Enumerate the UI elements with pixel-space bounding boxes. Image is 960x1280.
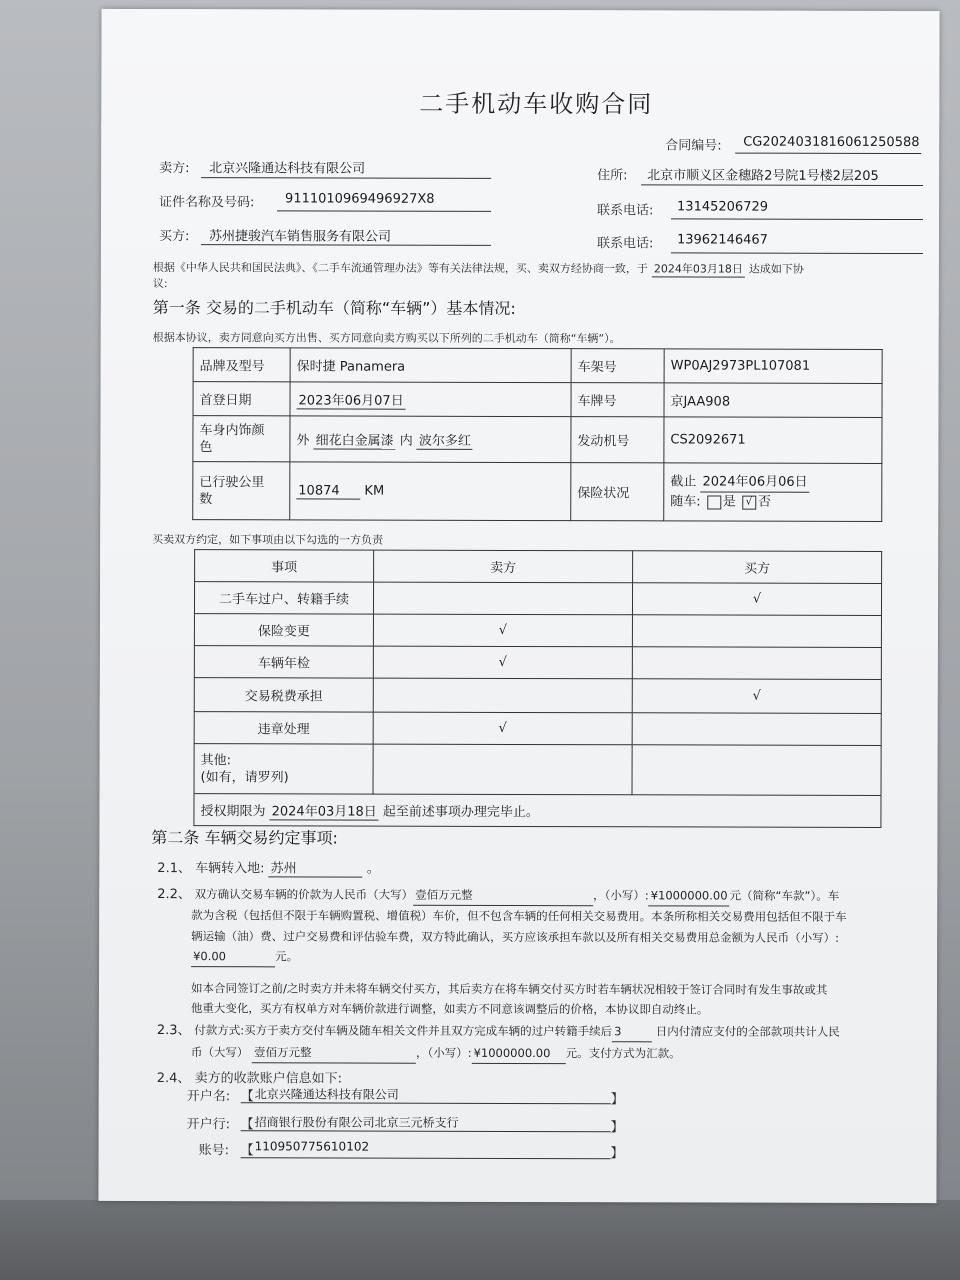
account-name-value: 北京兴隆通达科技有限公司 bbox=[254, 1087, 399, 1102]
no-label: 否 bbox=[757, 494, 771, 510]
duty-item: 二手车过户、转籍手续 bbox=[194, 582, 373, 614]
price-upper: 壹佰万元整 bbox=[413, 886, 593, 906]
clause-2-2-line1: 2.2、 双方确认交易车辆的价款为人民币（大写） 壹佰万元整 ，（小写）: ¥1000000.00 元（简称“车款”）。车 bbox=[157, 885, 839, 907]
engine-label: 发动机号 bbox=[571, 417, 664, 463]
plate-value: 京JAA908 bbox=[664, 383, 882, 418]
payment-days: 3 bbox=[612, 1022, 652, 1042]
fee-value: ¥0.00 bbox=[191, 947, 275, 967]
contract-no-label: 合同编号: bbox=[665, 138, 722, 154]
bracket-right: 】 bbox=[610, 1092, 624, 1108]
bracket-right: 】 bbox=[610, 1120, 624, 1136]
engine-value: CS2092671 bbox=[664, 417, 882, 464]
color-ext-prefix: 外 bbox=[296, 432, 310, 448]
account-name-label: 开户名: bbox=[186, 1089, 231, 1105]
seller-phone-value: 13145206729 bbox=[677, 199, 769, 215]
transfer-destination: 苏州 bbox=[269, 857, 363, 877]
seller-label: 卖方: bbox=[159, 161, 190, 177]
bank-value: 招商银行股份有限公司北京三元桥支行 bbox=[254, 1115, 459, 1130]
buyer-phone-label: 联系电话: bbox=[596, 236, 654, 252]
duty-buyer-mark bbox=[632, 647, 881, 680]
price-lower: ¥1000000.00 bbox=[649, 886, 730, 906]
payment-upper: 壹佰万元整 bbox=[252, 1043, 416, 1063]
bracket-right: 】 bbox=[610, 1146, 624, 1162]
insurance-until-label: 截止 bbox=[670, 474, 697, 490]
clause-2-3-line2: 币（大写） 壹佰万元整 ，（小写）: ¥1000000.00 元。支付方式为汇款。 bbox=[191, 1043, 681, 1064]
article2-title: 第二条 车辆交易约定事项: bbox=[151, 828, 338, 848]
duty-other-note: (如有，请罗列) bbox=[200, 769, 289, 785]
duty-seller-mark bbox=[373, 678, 632, 713]
contract-paper bbox=[98, 9, 939, 1203]
bracket-left: 【 bbox=[240, 1143, 254, 1159]
insurance-label: 保险状况 bbox=[571, 463, 664, 521]
clause-2-2-p2-line2: 他重大变化，买方有权单方对车辆价款进行调整，如卖方不同意该调整后的价格，本协议即自动终止。 bbox=[190, 1001, 709, 1017]
address-value: 北京市顺义区金穗路2号院1号楼2层205 bbox=[647, 168, 879, 184]
duty-seller-mark: √ bbox=[373, 614, 632, 647]
address-label: 住所: bbox=[597, 168, 628, 184]
duty-other-buyer bbox=[632, 745, 881, 796]
reg-date-value: 2023年06月07日 bbox=[297, 389, 406, 409]
mileage-label-2: 数 bbox=[199, 491, 213, 507]
mileage-value: 10874 bbox=[296, 483, 360, 499]
duty-seller-mark: √ bbox=[373, 646, 632, 679]
preamble-text: 根据《中华人民共和国民法典》、《二手车流通管理办法》等有关法律法规，买、卖双方经协商一致，于 2024年03月18日 达成如下协 bbox=[152, 261, 804, 276]
agreement-date: 2024年03月18日 bbox=[652, 260, 745, 277]
vin-label: 车架号 bbox=[571, 349, 664, 383]
clause-2-4: 2.4、 卖方的收款账户信息如下: bbox=[156, 1071, 342, 1087]
seller-phone-label: 联系电话: bbox=[597, 203, 654, 219]
color-exterior: 细花白金属漆 bbox=[314, 429, 396, 449]
cert-value: 9111010969496927X8 bbox=[285, 191, 435, 207]
mileage-unit: KM bbox=[364, 483, 385, 499]
duties-intro: 买卖双方约定，如下事项由以下勾选的一方负责 bbox=[152, 533, 384, 547]
color-label: 车身内饰颜 bbox=[199, 422, 265, 438]
clause-2-2-line2: 款为含税（包括但不限于车辆购置税、增值税）车价，但不包含车辆的任何相关交易费用。本条所称相关交易费用包括但不限于车 bbox=[191, 908, 847, 924]
duties-header-item: 事项 bbox=[195, 550, 374, 582]
bank-label: 开户行: bbox=[186, 1117, 231, 1133]
duty-other-seller bbox=[373, 744, 632, 795]
checkbox-no[interactable]: √ bbox=[742, 495, 756, 509]
insurance-with-label: 随车: bbox=[670, 494, 701, 510]
duty-buyer-mark bbox=[632, 713, 881, 746]
duty-item: 交易税费承担 bbox=[194, 678, 373, 712]
bracket-left: 【 bbox=[240, 1089, 254, 1105]
duty-buyer-mark: √ bbox=[632, 679, 881, 714]
auth-suffix: 起至前述事项办理完毕止。 bbox=[382, 804, 539, 820]
vehicle-table bbox=[192, 347, 882, 522]
checkbox-yes[interactable] bbox=[707, 495, 721, 509]
buyer-label: 买方: bbox=[158, 229, 190, 245]
duty-buyer-mark: √ bbox=[632, 583, 881, 616]
vin-value: WP0AJ2973PL107081 bbox=[664, 349, 882, 384]
desk-edge bbox=[0, 1200, 960, 1280]
brand-value: 保时捷 Panamera bbox=[290, 348, 571, 383]
duties-header-buyer: 买方 bbox=[633, 551, 882, 584]
insurance-until-value: 2024年06月06日 bbox=[700, 472, 809, 492]
article1-title: 第一条 交易的二手机动车（简称“车辆”）基本情况: bbox=[152, 298, 516, 318]
brand-label: 品牌及型号 bbox=[193, 348, 290, 382]
reg-date-label: 首登日期 bbox=[193, 382, 290, 416]
account-no-label: 账号: bbox=[198, 1143, 229, 1159]
contract-no-value: CG2024031816061250588 bbox=[743, 134, 920, 151]
mileage-label: 已行驶公里 bbox=[199, 474, 265, 490]
color-int-prefix: 内 bbox=[399, 433, 413, 449]
duty-item: 保险变更 bbox=[194, 614, 373, 646]
duty-seller-mark: √ bbox=[373, 712, 632, 745]
plate-label: 车牌号 bbox=[571, 383, 664, 417]
article1-intro: 根据本协议，卖方同意向买方出售、买方同意向卖方购买以下所列的二手机动车（简称“车辆”）。 bbox=[152, 331, 621, 346]
auth-date: 2024年03月18日 bbox=[270, 800, 379, 820]
duty-item: 违章处理 bbox=[194, 712, 373, 744]
duty-seller-mark bbox=[373, 582, 632, 615]
bracket-left: 【 bbox=[240, 1117, 254, 1133]
duties-table bbox=[193, 549, 882, 828]
preamble-text-end: 议: bbox=[152, 277, 168, 291]
duties-header-seller: 卖方 bbox=[374, 550, 633, 583]
document-title: 二手机动车收购合同 bbox=[419, 89, 654, 119]
buyer-phone-value: 13962146467 bbox=[676, 232, 768, 248]
payment-lower: ¥1000000.00 bbox=[472, 1044, 566, 1064]
auth-prefix: 授权期限为 bbox=[200, 803, 266, 819]
clause-2-1: 2.1、 车辆转入地: 苏州 。 bbox=[157, 857, 380, 878]
clause-2-2-p2-line1: 如本合同签订之前/之时卖方并未将车辆交付买方，其后卖方在将车辆交付买方时若车辆状况相较于签订合同时有发生事故或其 bbox=[190, 981, 828, 997]
yes-label: 是 bbox=[722, 494, 736, 510]
account-no-value: 110950775610102 bbox=[254, 1139, 370, 1154]
duty-other-label: 其他: bbox=[200, 752, 232, 768]
color-label-2: 色 bbox=[199, 439, 213, 455]
clause-2-2-fee: ¥0.00 元。 bbox=[191, 947, 298, 967]
duty-item: 车辆年检 bbox=[194, 646, 373, 678]
cert-label: 证件名称及号码: bbox=[159, 195, 255, 211]
duty-buyer-mark bbox=[632, 615, 881, 648]
clause-2-3-line1: 2.3、 付款方式:买方于卖方交付车辆及随车相关文件并且双方完成车辆的过户转籍手续后 3 日内付清应支付的全部款项共计人民 bbox=[157, 1021, 840, 1043]
seller-value: 北京兴隆通达科技有限公司 bbox=[209, 161, 366, 177]
buyer-value: 苏州捷骏汽车销售服务有限公司 bbox=[208, 229, 392, 245]
color-interior: 波尔多红 bbox=[417, 429, 473, 449]
clause-2-2-line3: 辆运输（油）费、过户交易费和评估验车费，双方特此确认，买方应该承担车款以及所有相关交易费用总金额为人民币（小写）: bbox=[191, 929, 840, 945]
